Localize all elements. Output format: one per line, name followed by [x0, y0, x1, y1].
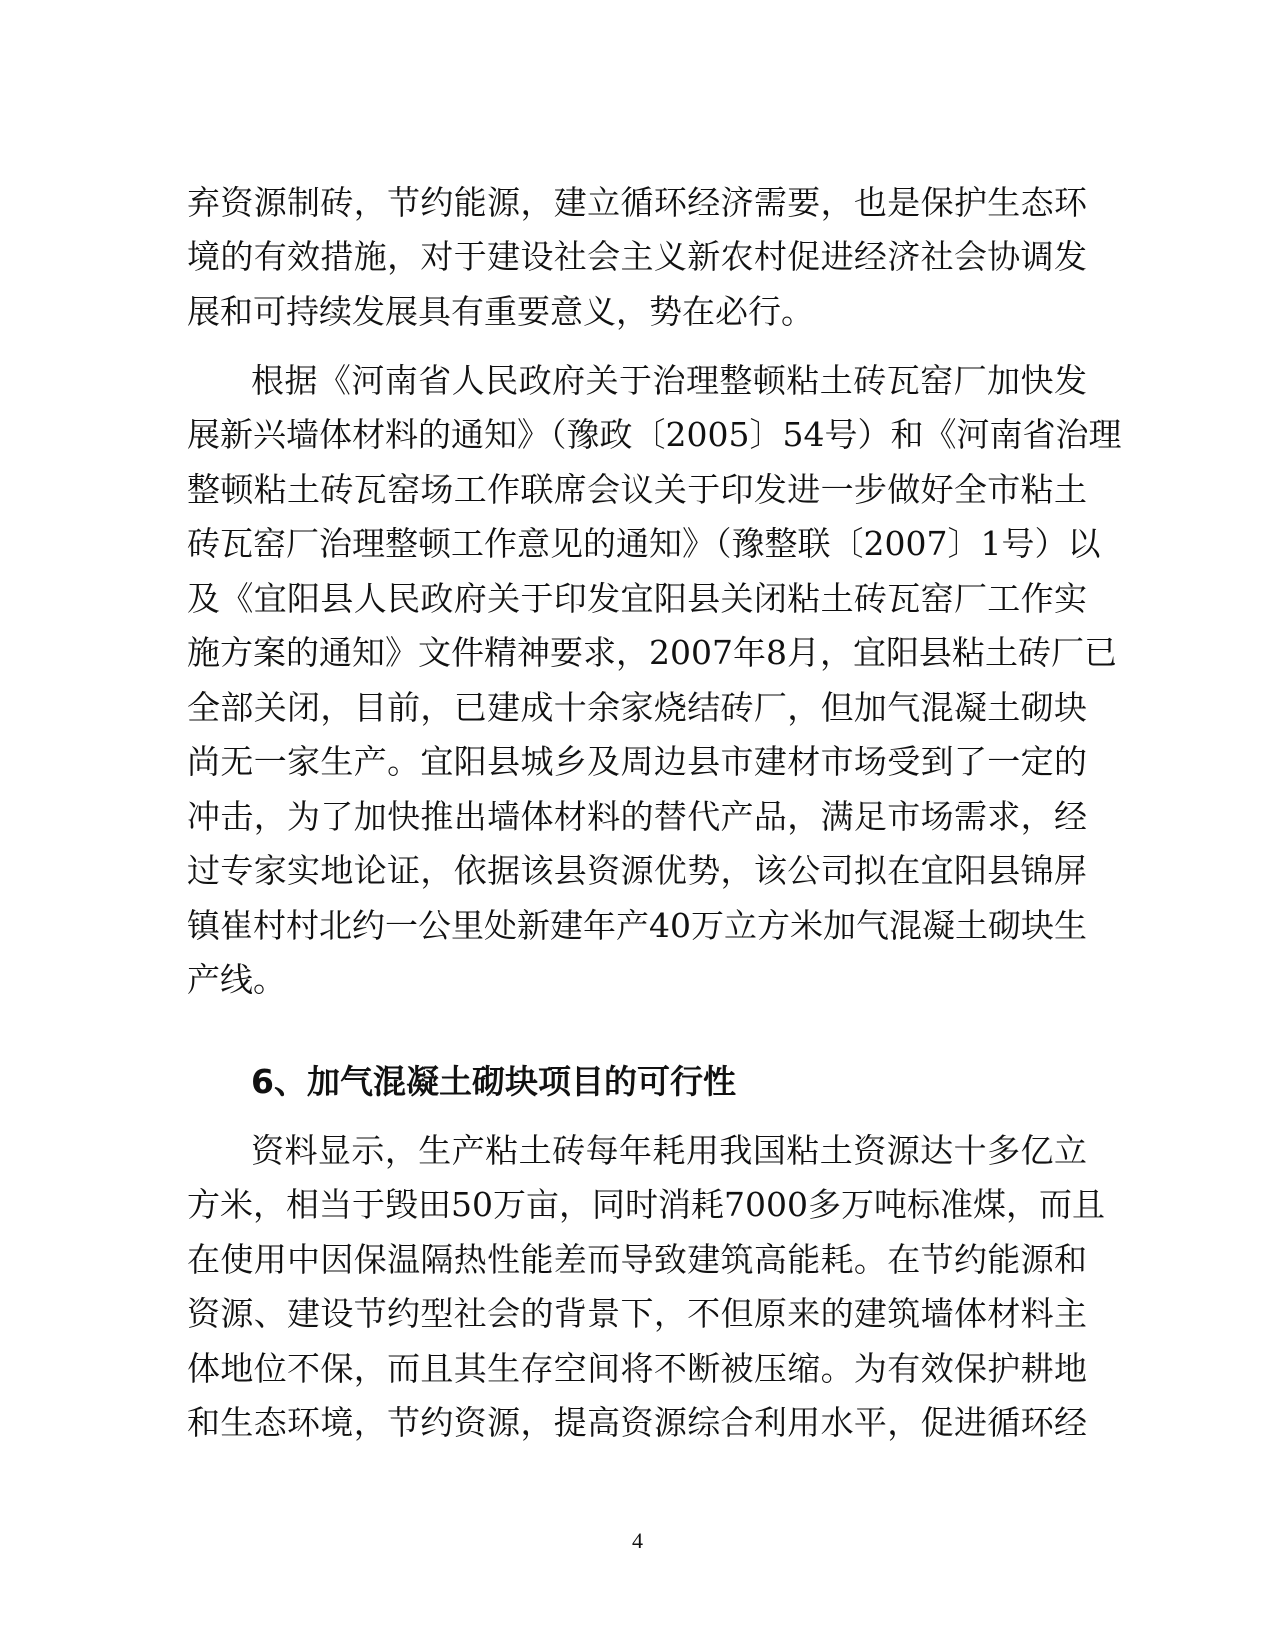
- paragraph-1-line-1: 弃资源制砖，节约能源，建立循环经济需要，也是保护生态环: [187, 183, 1087, 222]
- paragraph-1-line-2: 境的有效措施，对于建设社会主义新农村促进经济社会协调发: [187, 237, 1087, 276]
- paragraph-2-line-2: 展新兴墙体材料的通知》（豫政〔2005〕54号）和《河南省治理: [187, 415, 1122, 454]
- paragraph-2-line-1: 根据《河南省人民政府关于治理整顿粘土砖瓦窑厂加快发: [251, 361, 1087, 400]
- paragraph-2-line-4: 砖瓦窑厂治理整顿工作意见的通知》（豫整联〔2007〕1号）以: [187, 524, 1101, 563]
- paragraph-3-line-6: 和生态环境，节约资源，提高资源综合利用水平，促进循环经: [187, 1403, 1087, 1442]
- paragraph-2-line-9: 冲击，为了加快推出墙体材料的替代产品，满足市场需求，经: [187, 797, 1087, 836]
- paragraph-3-line-4: 资源、建设节约型社会的背景下，不但原来的建筑墙体材料主: [187, 1294, 1087, 1333]
- paragraph-2-line-12: 产线。: [187, 960, 286, 999]
- paragraph-2-line-6: 施方案的通知》文件精神要求，2007年8月，宜阳县粘土砖厂已: [187, 633, 1117, 672]
- paragraph-2-line-3: 整顿粘土砖瓦窑场工作联席会议关于印发进一步做好全市粘土: [187, 470, 1087, 509]
- paragraph-3-line-2: 方米，相当于毁田50万亩，同时消耗7000多万吨标准煤，而且: [187, 1185, 1105, 1224]
- paragraph-2-line-11: 镇崔村村北约一公里处新建年产40万立方米加气混凝土砌块生: [187, 906, 1087, 945]
- paragraph-3-line-1: 资料显示，生产粘土砖每年耗用我国粘土资源达十多亿立: [251, 1131, 1087, 1170]
- page-number: 4: [632, 1528, 643, 1553]
- paragraph-2-line-10: 过专家实地论证，依据该县资源优势，该公司拟在宜阳县锦屏: [187, 851, 1087, 890]
- paragraph-2-line-7: 全部关闭，目前，已建成十余家烧结砖厂，但加气混凝土砌块: [187, 688, 1087, 727]
- paragraph-2-line-5: 及《宜阳县人民政府关于印发宜阳县关闭粘土砖瓦窑厂工作实: [187, 579, 1087, 618]
- paragraph-3-line-5: 体地位不保，而且其生存空间将不断被压缩。为有效保护耕地: [187, 1349, 1087, 1388]
- paragraph-1-line-3: 展和可持续发展具有重要意义，势在必行。: [187, 292, 814, 331]
- paragraph-3-line-3: 在使用中因保温隔热性能差而导致建筑高能耗。在节约能源和: [187, 1240, 1087, 1279]
- section-heading: 6、加气混凝土砌块项目的可行性: [251, 1062, 736, 1101]
- paragraph-2-line-8: 尚无一家生产。宜阳县城乡及周边县市建材市场受到了一定的: [187, 742, 1087, 781]
